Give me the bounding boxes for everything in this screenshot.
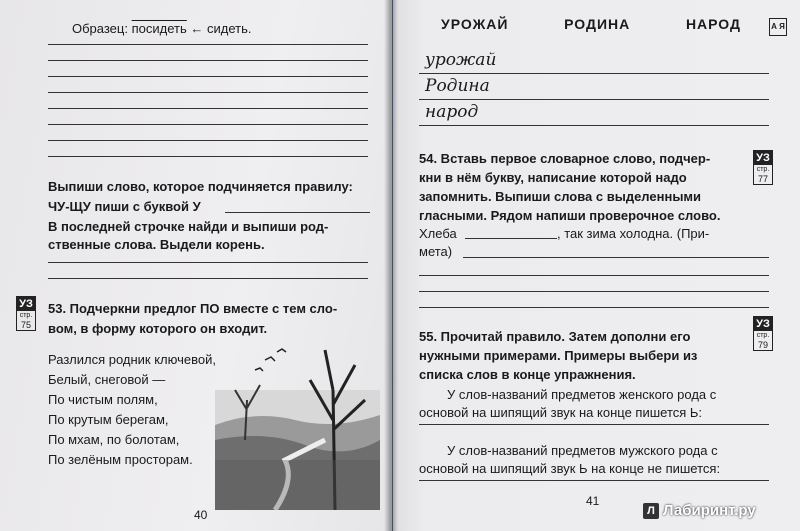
header-word: УРОЖАЙ [441,16,509,32]
left-page [0,0,392,531]
ex54-fill-right: , так зима холодна. (При- [557,226,710,241]
badge-code: УЗ [754,317,772,331]
writing-lines-top[interactable] [48,44,368,172]
uz-badge-75 [16,296,36,331]
ex55-line2: нужными примерами. Примеры выбери из [419,348,698,363]
header-words [441,16,741,32]
right-page [393,0,800,531]
writing-lines-ex54[interactable] [419,275,769,323]
rule2-line2: основой на шипящий звук Ь на конце не пишется: [419,461,721,476]
rule-line1: Выпиши слово, которое подчиняется правилу: [48,179,353,194]
poem-line: По мхам, по болотам, [48,432,180,447]
ex54-line2: кни в нём букву, написание которой надо [419,170,687,185]
ex54-line3: запомнить. Выпиши слова с выделенными [419,189,702,204]
badge-code: УЗ [754,151,772,165]
ex55-line3: списка слов в конце упражнения. [419,367,636,382]
rule1-line2: основой на шипящий звук на конце пишется Ь: [419,405,703,420]
badge-label: стр. [756,166,770,173]
badge-label: стр. [756,332,770,339]
watermark-logo: Л [643,503,659,519]
header-word: НАРОД [685,16,741,32]
rule2-line1: У слов-названий предметов мужского рода с [447,443,718,458]
page-number-left: 40 [194,508,208,522]
writing-lines-mid[interactable] [48,262,368,294]
ex55-line1: 55. Прочитай правило. Затем дополни его [419,329,691,344]
cursive-word: Родина [425,76,490,96]
ex54-fill-line2: мета) [419,244,453,259]
ex53-line2: вом, в форму которого он входит. [48,321,268,336]
badge-page: 75 [20,320,31,330]
dictionary-icon: А Я [769,18,787,36]
header-word: РОДИНА [564,16,631,32]
answer-line[interactable] [463,257,769,258]
cursive-rows [419,48,769,126]
uz-badge-79 [753,316,773,351]
cursive-word: народ [425,102,479,122]
poem-line: По чистым полям, [48,392,158,407]
watermark-text: Лабиринт.ру [663,502,756,519]
poem-line: По зелёным просторам. [48,452,193,467]
badge-page: 77 [757,174,768,184]
sample-row [72,20,252,38]
fill-blank[interactable] [465,238,557,239]
badge-code: УЗ [17,297,35,311]
uz-badge-77 [753,150,773,185]
writing-lines-rule1[interactable] [419,424,769,440]
rule1-line1: У слов-названий предметов женского рода с [447,387,717,402]
rule-line2: ЧУ-ЩУ пиши с буквой У [48,199,201,214]
watermark [643,502,756,519]
poem-line: По крутым берегам, [48,412,169,427]
page-number-right: 41 [586,494,600,508]
answer-line[interactable] [225,212,370,213]
book-gutter [384,0,398,531]
poem [48,350,216,470]
ex54-fill-left: Хлеба [419,226,457,241]
cursive-word: урожай [425,50,497,70]
sample-label: Образец: [72,21,128,36]
badge-label: стр. [19,312,33,319]
rule-line3: В последней строчке найди и выпиши род- [48,219,329,234]
landscape-illustration [215,330,380,510]
sample-word2: сидеть. [207,21,252,36]
poem-line: Разлился родник ключевой, [48,352,216,367]
rule-line4: ственные слова. Выдели корень. [48,237,265,252]
sample-word1: посидеть [131,21,187,36]
ex54-line1: 54. Вставь первое словарное слово, подчер- [419,151,711,166]
poem-line: Белый, снеговой — [48,372,166,387]
sample-arrow: ← [190,21,204,36]
badge-page: 79 [757,340,768,350]
ex54-line4: гласными. Рядом напиши проверочное слово. [419,208,721,223]
ex53-line1: 53. Подчеркни предлог ПО вместе с тем сло- [48,301,338,316]
